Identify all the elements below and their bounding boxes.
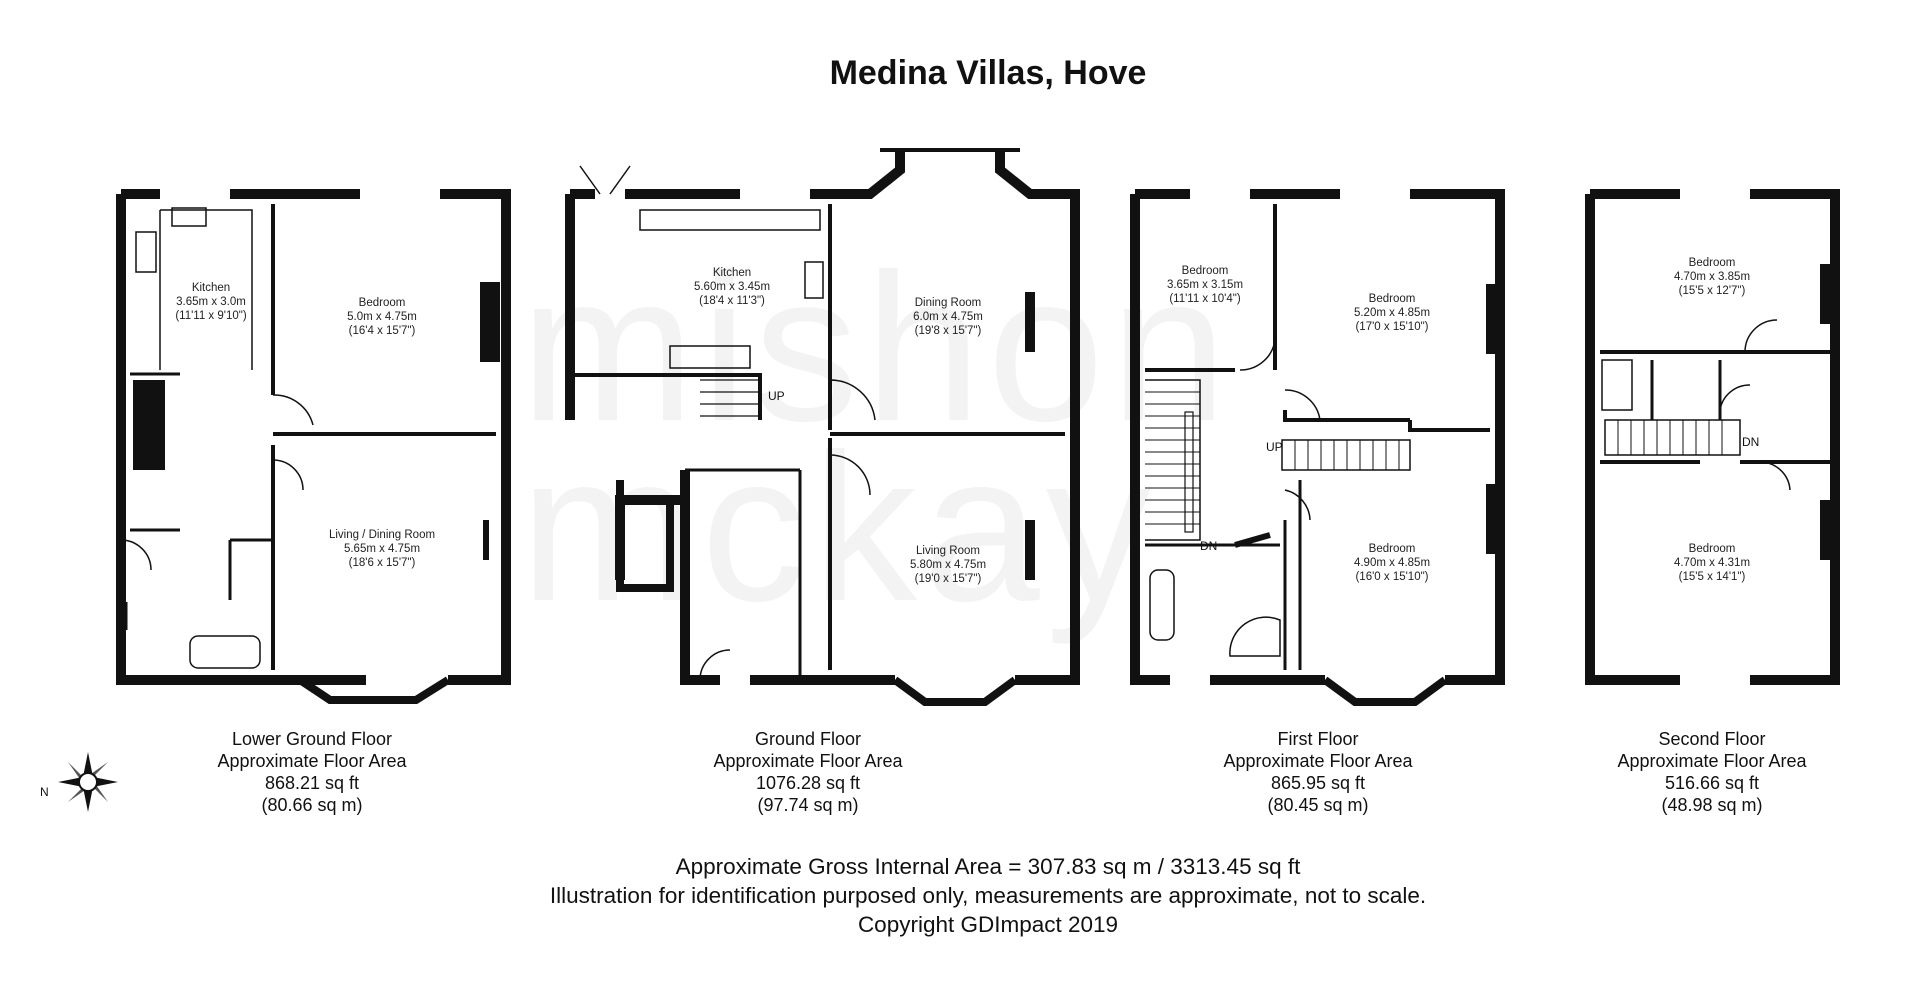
floor-name: Second Floor <box>1658 729 1766 749</box>
room-imperial: (18'6 x 15'7") <box>348 557 416 569</box>
room-imperial: (15'5 x 12'7") <box>1678 285 1746 297</box>
compass-icon <box>58 752 118 812</box>
floor-area-label: Approximate Floor Area <box>713 751 903 771</box>
gross-area-text: Approximate Gross Internal Area = 307.83 sq m / 3313.45 sq ft <box>675 854 1301 879</box>
stairs-down-label: DN <box>1200 539 1218 553</box>
floor-name: Ground Floor <box>754 729 862 749</box>
room-metric: 4.70m x 4.31m <box>1673 557 1751 569</box>
floor-area-label: Approximate Floor Area <box>1617 751 1807 771</box>
room-imperial: (15'5 x 14'1") <box>1678 571 1746 583</box>
floor-area-label: Approximate Floor Area <box>217 751 407 771</box>
floor-area-label: Approximate Floor Area <box>1223 751 1413 771</box>
floor-area-sqft: 868.21 sq ft <box>264 773 360 793</box>
lower-ground-room-labels <box>175 282 435 569</box>
room-metric: 3.65m x 3.15m <box>1166 279 1244 291</box>
stairs-up-label: UP <box>768 389 785 403</box>
room-name: Bedroom <box>1181 265 1229 277</box>
floor-area-sqm: (48.98 sq m) <box>1661 795 1763 815</box>
room-name: Dining Room <box>914 297 982 309</box>
room-name: Bedroom <box>1368 543 1416 555</box>
room-metric: 5.60m x 3.45m <box>693 281 771 293</box>
room-imperial: (11'11 x 9'10") <box>175 310 247 322</box>
page-title: Medina Villas, Hove <box>829 54 1147 92</box>
room-imperial: (18'4 x 11'3") <box>699 295 765 307</box>
copyright-text: Copyright GDImpact 2019 <box>857 912 1119 937</box>
disclaimer-text: Illustration for identification purposed only, measurements are approximate, not to scale. <box>549 883 1427 908</box>
room-metric: 3.65m x 3.0m <box>176 296 246 308</box>
room-imperial: (17'0 x 15'10") <box>1355 321 1429 333</box>
room-metric: 5.0m x 4.75m <box>347 311 417 323</box>
room-imperial: (19'8 x 15'7") <box>914 325 982 337</box>
room-name: Bedroom <box>1368 293 1416 305</box>
floor-area-sqft: 516.66 sq ft <box>1664 773 1760 793</box>
room-name: Bedroom <box>1688 257 1736 269</box>
room-imperial: (11'11 x 10'4") <box>1169 293 1241 305</box>
floor-area-sqft: 865.95 sq ft <box>1270 773 1366 793</box>
room-metric: 4.90m x 4.85m <box>1353 557 1431 569</box>
floor-area-sqm: (80.45 sq m) <box>1267 795 1369 815</box>
floor-area-sqm: (80.66 sq m) <box>261 795 363 815</box>
room-metric: 5.20m x 4.85m <box>1353 307 1431 319</box>
room-name: Kitchen <box>712 267 752 279</box>
room-imperial: (16'4 x 15'7") <box>348 325 416 337</box>
stairs-up-label: UP <box>1266 440 1283 454</box>
stairs-down-label: DN <box>1742 435 1760 449</box>
room-name: Bedroom <box>358 297 406 309</box>
floor-captions <box>217 729 1807 815</box>
watermark <box>520 230 1233 645</box>
floor-name: Lower Ground Floor <box>231 729 393 749</box>
floor-area-sqft: 1076.28 sq ft <box>755 773 861 793</box>
room-name: Living / Dining Room <box>328 529 436 541</box>
room-metric: 5.80m x 4.75m <box>909 559 987 571</box>
room-name: Kitchen <box>191 282 231 294</box>
room-name: Bedroom <box>1688 543 1736 555</box>
room-imperial: (19'0 x 15'7") <box>914 573 982 585</box>
room-metric: 4.70m x 3.85m <box>1673 271 1751 283</box>
compass-north-label: N <box>40 785 49 799</box>
floor-name: First Floor <box>1277 729 1359 749</box>
room-metric: 5.65m x 4.75m <box>343 543 421 555</box>
lower-ground-floor-plan <box>121 194 506 700</box>
footer <box>550 854 1426 937</box>
room-imperial: (16'0 x 15'10") <box>1355 571 1429 583</box>
room-name: Living Room <box>916 545 980 557</box>
room-metric: 6.0m x 4.75m <box>913 311 983 323</box>
floor-area-sqm: (97.74 sq m) <box>757 795 859 815</box>
